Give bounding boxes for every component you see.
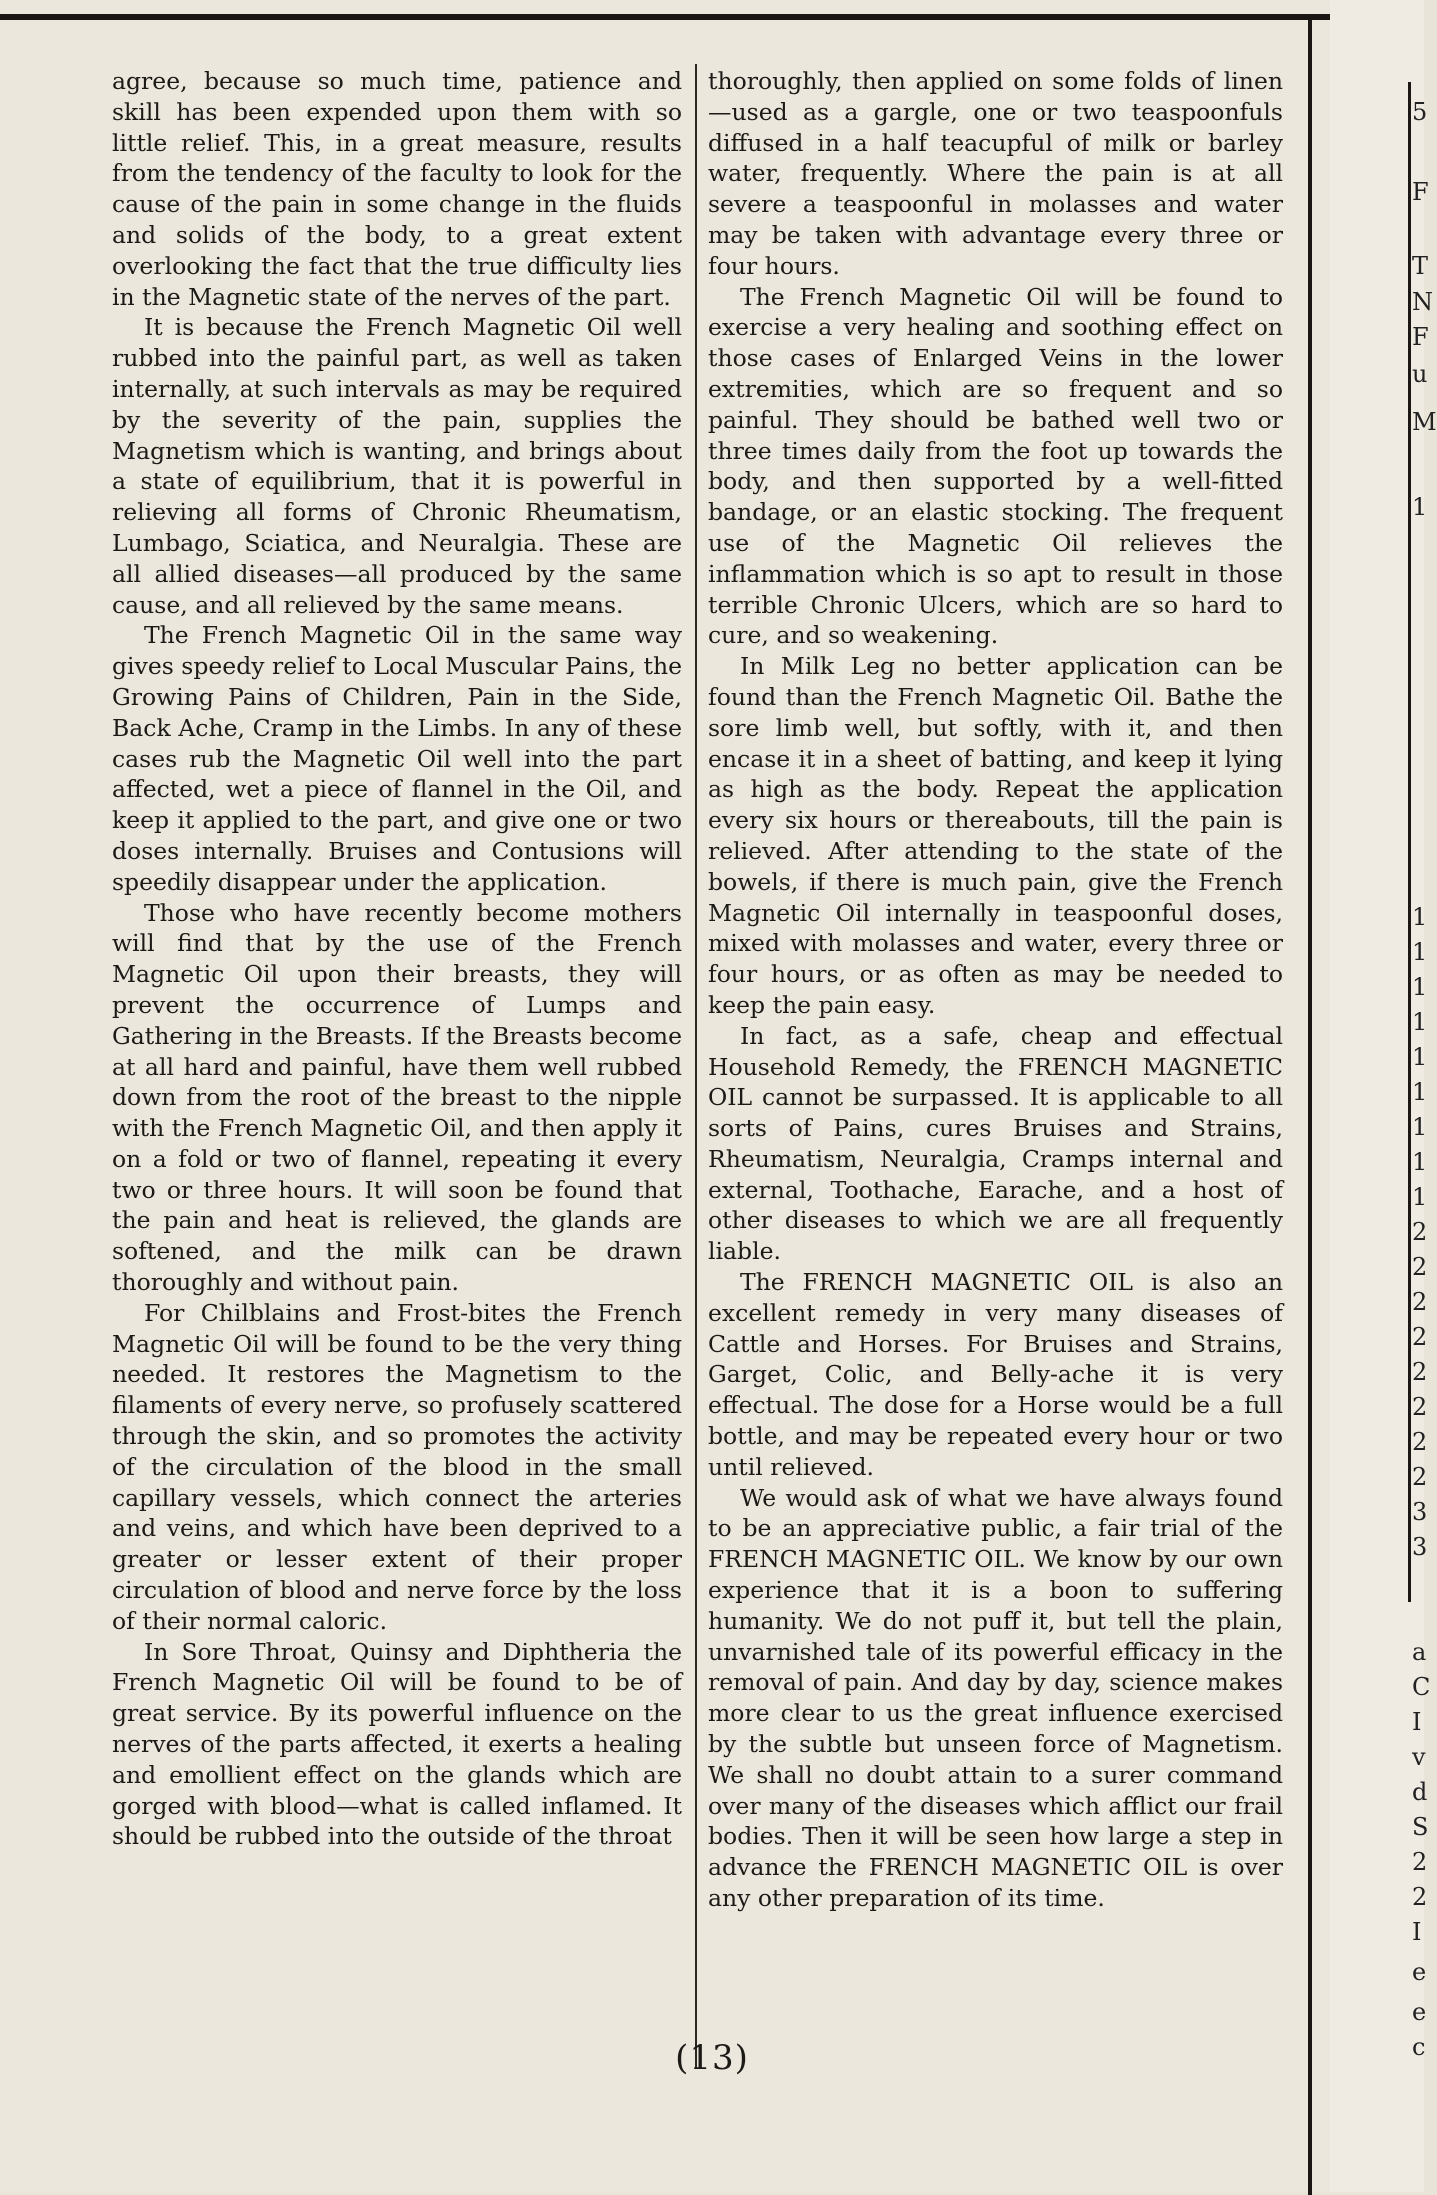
adjacent-page-fragment: F (1412, 323, 1429, 351)
adjacent-page-fragment: I (1412, 1708, 1422, 1736)
adjacent-page-fragment: a (1412, 1638, 1427, 1666)
page-right-edge-rule (1308, 20, 1312, 2195)
adjacent-page-fragment: 1 (1412, 1078, 1428, 1106)
adjacent-page-fragment: e (1412, 1958, 1427, 1986)
paragraph: For Chilblains and Frost-bites the French Magnetic Oil will be found to be the very thing needed. It restores the Magnetism to the filaments of every nerve, so profusely scattered through the skin, and so promotes the activity of the circulation of the blood in the small capillary vessels, which connect the arteries and veins, and which have been deprived to a greater or lesser extent of their proper circulation of blood and nerve force by the loss of their normal caloric. (112, 1298, 682, 1635)
adjacent-page-fragment: e (1412, 1998, 1427, 2026)
adjacent-page-fragment: 1 (1412, 903, 1428, 931)
top-edge-rule (0, 14, 1424, 20)
adjacent-page-fragment: N (1412, 288, 1433, 316)
adjacent-page-fragment: 2 (1412, 1253, 1428, 1281)
paragraph: In Milk Leg no better application can be found than the French Magnetic Oil. Bathe the sore limb well, but softly, with it, and then encase it in a sheet of batting, and keep it lying as high as the body. Repeat the application every six hours or thereabouts, till the pain is relieved. After attending to the state of the bowels, if there is much pain, give the French Magnetic Oil internally in teaspoonful doses, mixed with molasses and water, every three or four hours, or as often as may be needed to keep the pain easy. (708, 652, 1283, 1019)
paragraph: thoroughly, then applied on some folds of linen—used as a gargle, one or two teaspoonfuls diffused in a half teacupful of milk or barley water, frequently. Where the pain is at all severe a teaspoonful in molasses and water may be taken with advantage every three or four hours. (708, 67, 1283, 280)
adjacent-page-fragment: 1 (1412, 973, 1428, 1001)
paragraph: The French Magnetic Oil will be found to exercise a very healing and soothing effect on those cases of Enlarged Veins in the lower extremities, which are so frequent and so painful. They should be bathed well two or three times daily from the foot up towards the body, and then supported by a well-fitted bandage, or an elastic stocking. The frequent use of the Magnetic Oil relieves the inflammation which is so apt to result in those terrible Chronic Ulcers, which are so hard to cure, and so weakening. (708, 282, 1283, 650)
adjacent-page-fragment: 1 (1412, 1183, 1428, 1211)
adjacent-page-fragment: c (1412, 2033, 1426, 2061)
page-number: (13) (675, 2038, 749, 2078)
adjacent-page-fragment: C (1412, 1673, 1431, 1701)
paragraph: It is because the French Magnetic Oil well rubbed into the painful part, as well as taken internally, at such intervals as may be required by the severity of the pain, supplies the Magnetism which is wanting, and brings about a state of equilibrium, that it is powerful in relieving all forms of Chronic Rheumatism, Lumbago, Sciatica, and Neuralgia. These are all allied diseases—all produced by the same cause, and all relieved by the same means. (112, 313, 682, 619)
adjacent-page-fragment: 1 (1412, 938, 1428, 966)
adjacent-page-fragment: 2 (1412, 1393, 1428, 1421)
adjacent-page-frame-rule (1408, 82, 1411, 1602)
adjacent-page-fragment: 1 (1412, 1113, 1428, 1141)
adjacent-page-fragment: 2 (1412, 1323, 1428, 1351)
adjacent-page-fragment: S (1412, 1813, 1429, 1841)
adjacent-page-fragment: I (1412, 1918, 1422, 1946)
right-text-column (708, 66, 1283, 1914)
adjacent-page-fragment: 2 (1412, 1463, 1428, 1491)
paragraph: The French Magnetic Oil in the same way gives speedy relief to Local Muscular Pains, the Growing Pains of Children, Pain in the Side, Back Ache, Cramp in the Limbs. In any of these cases rub the Magnetic Oil well into the part affected, wet a piece of flannel in the Oil, and keep it applied to the part, and give one or two doses internally. Bruises and Contusions will speedily disappear under the application. (112, 621, 682, 896)
adjacent-page-fragment: 1 (1412, 1008, 1428, 1036)
adjacent-page-fragment: 2 (1412, 1358, 1428, 1386)
adjacent-page-fragment: 2 (1412, 1218, 1428, 1246)
column-divider (695, 64, 697, 2069)
adjacent-page-fragment: T (1412, 252, 1429, 280)
adjacent-page-fragment: 1 (1412, 1148, 1428, 1176)
paragraph: We would ask of what we have always found to be an appreciative public, a fair trial of the FRENCH MAGNETIC OIL. We know by our own experience that it is a boon to suffering humanity. We do not puff it, but tell the plain, unvarnished tale of its powerful efficacy in the removal of pain. And day by day, science makes more clear to us the great influence exercised by the subtle but unseen force of Magnetism. We shall no doubt attain to a surer command over many of the diseases which afflict our frail bodies. Then it will be seen how large a step in advance the FRENCH MAGNETIC OIL is over any other preparation of its time. (708, 1483, 1283, 1913)
adjacent-page-fragment: 2 (1412, 1848, 1428, 1876)
paragraph: In Sore Throat, Quinsy and Diphtheria the French Magnetic Oil will be found to be of great service. By its powerful influence on the nerves of the parts affected, it exerts a healing and emollient effect on the glands which are gorged with blood—what is called inflamed. It should be rubbed into the outside of the throat (112, 1637, 682, 1851)
adjacent-page-fragment: M (1412, 408, 1437, 436)
adjacent-page-fragment: 3 (1412, 1533, 1428, 1561)
adjacent-page-fragment: 2 (1412, 1883, 1428, 1911)
adjacent-page-fragment: v (1412, 1743, 1426, 1771)
paragraph: Those who have recently become mothers will find that by the use of the French Magnetic Oil upon their breasts, they will prevent the occurrence of Lumps and Gathering in the Breasts. If the Breasts become at all hard and painful, have them well rubbed down from the root of the breast to the nipple with the French Magnetic Oil, and then apply it on a fold or two of flannel, repeating it every two or three hours. It will soon be found that the pain and heat is relieved, the glands are softened, and the milk can be drawn thoroughly and without pain. (112, 898, 682, 1297)
left-text-column (112, 66, 682, 1852)
adjacent-page-fragment: 1 (1412, 493, 1428, 521)
adjacent-page-fragment: 2 (1412, 1288, 1428, 1316)
paragraph: In fact, as a safe, cheap and effectual Household Remedy, the FRENCH MAGNETIC OIL cannot be surpassed. It is applicable to all sorts of Pains, cures Bruises and Strains, Rheumatism, Neuralgia, Cramps internal and external, Toothache, Earache, and a host of other diseases to which we are all frequently liable. (708, 1021, 1283, 1266)
adjacent-page-fragment: 1 (1412, 1043, 1428, 1071)
adjacent-page-fragment: 2 (1412, 1428, 1428, 1456)
adjacent-page-fragment: d (1412, 1778, 1428, 1806)
adjacent-page-fragment: u (1412, 360, 1428, 388)
adjacent-page-fragment: 5 (1412, 98, 1428, 126)
adjacent-page-fragment: 3 (1412, 1498, 1428, 1526)
adjacent-page-fragment: F (1412, 178, 1429, 206)
paragraph: agree, because so much time, patience and skill has been expended upon them with so little relief. This, in a great measure, results from the tendency of the faculty to look for the cause of the pain in some change in the fluids and solids of the body, to a great extent overlooking the fact that the true difficulty lies in the Magnetic state of the nerves of the part. (112, 67, 682, 311)
paragraph: The FRENCH MAGNETIC OIL is also an excellent remedy in very many diseases of Cattle and Horses. For Bruises and Strains, Garget, Colic, and Belly-ache it is very effectual. The dose for a Horse would be a full bottle, and may be repeated every hour or two until relieved. (708, 1268, 1283, 1481)
